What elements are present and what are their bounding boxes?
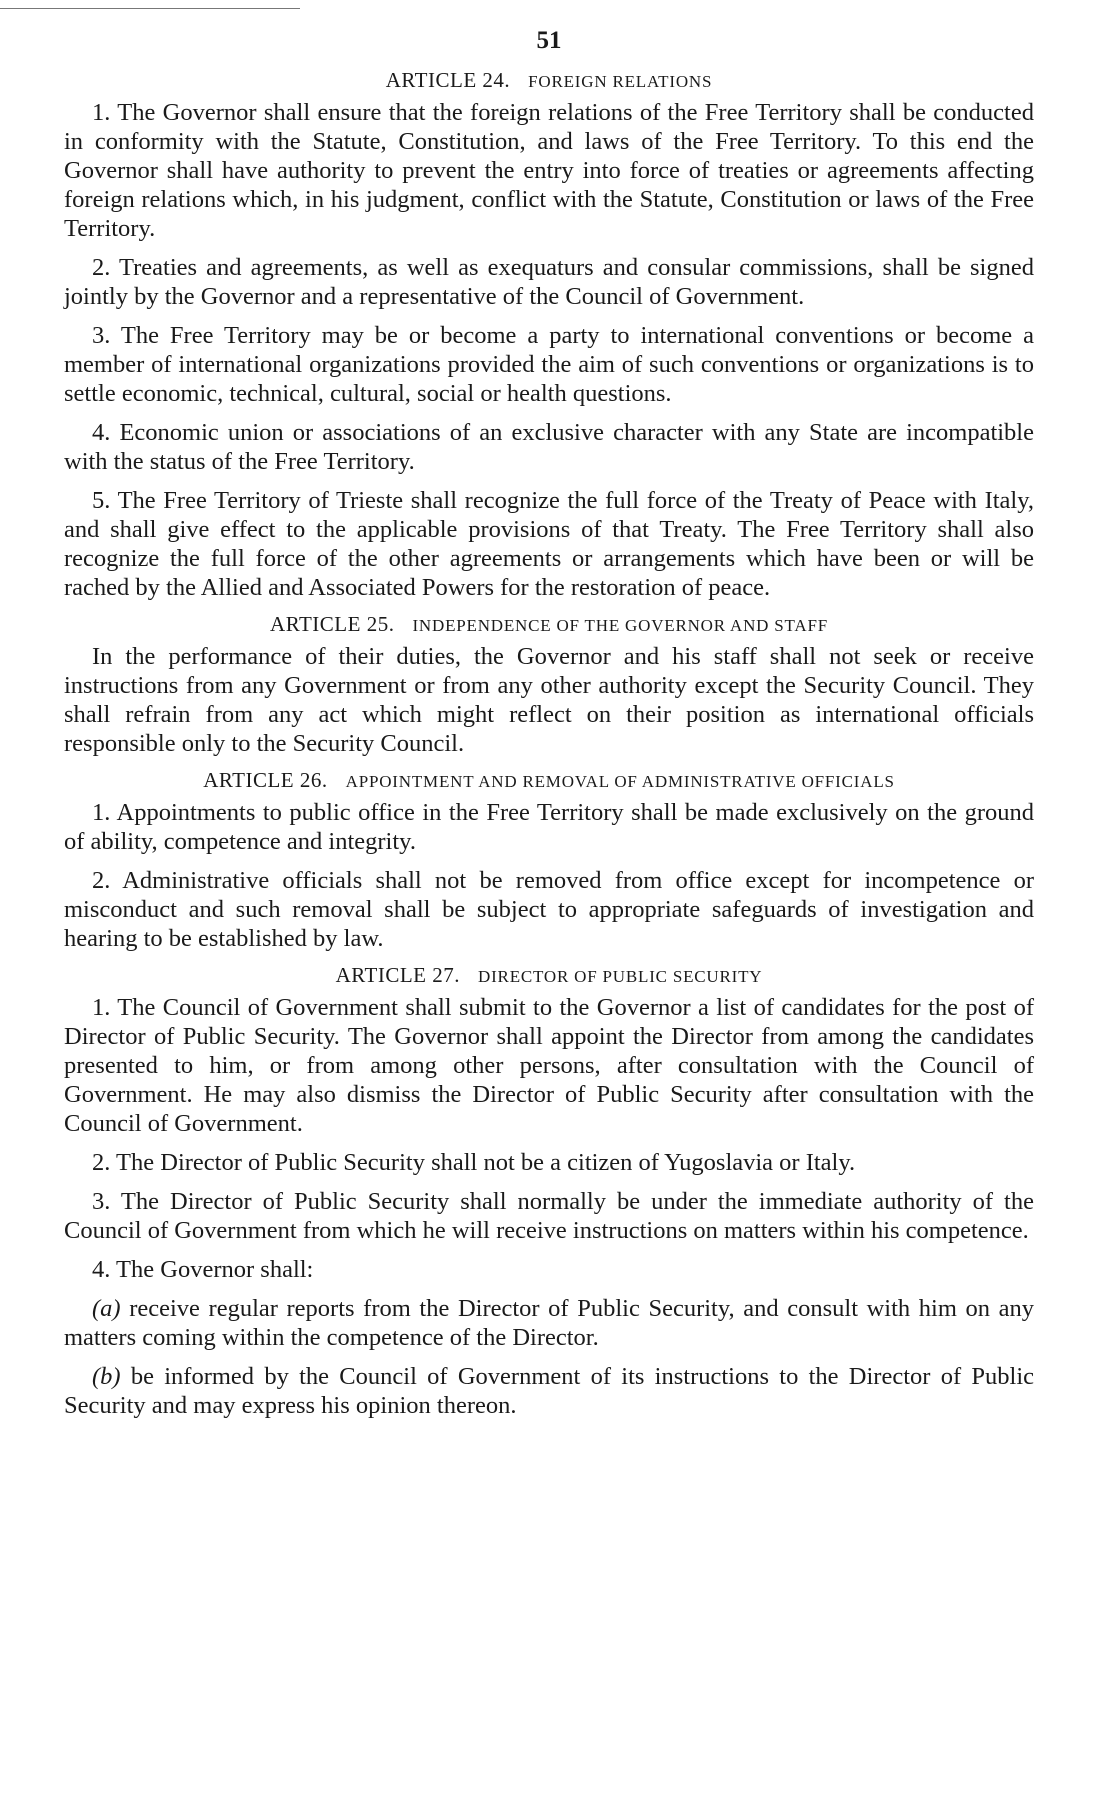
paragraph: 4. The Governor shall:: [92, 1256, 314, 1283]
article-heading: [64, 963, 1034, 989]
paragraph: 2. The Director of Public Security shall not be a citizen of Yugoslavia or Italy.: [92, 1149, 856, 1176]
article-heading: [64, 768, 1034, 794]
paragraph: 1. The Council of Government shall submit to the Governor a list of candidates for the post of Director of Public Security. The Governor shall appoint the Director from among the candidates presented to him, or from among other persons, after consultation with the Council of Government. He may also dismiss the Director of Public Security after consultation with the Council of Government.: [64, 994, 1034, 1137]
sub-item-letter: (b): [92, 1363, 121, 1390]
page-number: 51: [536, 27, 562, 54]
article-number: ARTICLE 25.: [270, 612, 395, 636]
article-number: ARTICLE 27.: [335, 963, 461, 987]
article-heading: [64, 612, 1034, 638]
paragraph: 2. Treaties and agreements, as well as exequaturs and consular commissions, shall be signed jointly by the Governor and a representative of the Council of Government.: [64, 254, 1034, 310]
sub-item: [64, 1362, 1034, 1420]
sub-item-text: be informed by the Council of Government of its instructions to the Director of Public Security and may express his opinion thereon.: [64, 1363, 1034, 1419]
paragraph: In the performance of their duties, the Governor and his staff shall not seek or receive instructions from any Government or from any other authority except the Security Council. They shall refrain from any act which might reflect on their position as international officials responsible only to the Security Council.: [64, 643, 1034, 757]
paragraph: 5. The Free Territory of Trieste shall recognize the full force of the Treaty of Peace with Italy, and shall give effect to the applicable provisions of that Treaty. The Free Territory shall also recognize the full force of the other agreements or arrangements which have been or will be rached by the Allied and Associated Powers for the restoration of peace.: [64, 487, 1034, 601]
article-27: [64, 963, 1034, 1420]
article-title: APPOINTMENT AND REMOVAL OF ADMINISTRATIVE OFFICIALS: [345, 772, 895, 791]
document-page: [64, 24, 1034, 1430]
sub-item-text: receive regular reports from the Director of Public Security, and consult with him on any matters coming within the competence of the Director.: [64, 1295, 1034, 1351]
top-rule: [0, 8, 300, 9]
paragraph: 3. The Director of Public Security shall normally be under the immediate authority of the Council of Government from which he will receive instructions on matters within his competence.: [64, 1188, 1034, 1244]
article-number: ARTICLE 24.: [385, 68, 511, 92]
article-25: [64, 612, 1034, 758]
article-24: [64, 68, 1034, 602]
paragraph: 1. Appointments to public office in the Free Territory shall be made exclusively on the ground of ability, competence and integrity.: [64, 799, 1034, 855]
sub-item: [64, 1294, 1034, 1352]
article-26: [64, 768, 1034, 953]
paragraph: 1. The Governor shall ensure that the foreign relations of the Free Territory shall be conducted in conformity with the Statute, Constitution, and laws of the Free Territory. To this end the Governor shall have authority to prevent the entry into force of treaties or agreements affecting foreign relations which, in his judgment, conflict with the Statute, Constitution or laws of the Free Territory.: [64, 99, 1034, 242]
article-number: ARTICLE 26.: [203, 768, 328, 792]
article-title: FOREIGN RELATIONS: [528, 72, 713, 91]
article-heading: [64, 68, 1034, 94]
sub-item-letter: (a): [92, 1295, 121, 1322]
article-title: INDEPENDENCE OF THE GOVERNOR AND STAFF: [412, 616, 828, 635]
paragraph: 3. The Free Territory may be or become a party to international conventions or become a member of international organizations provided the aim of such conventions or organizations is to settle economic, technical, cultural, social or health questions.: [64, 322, 1034, 407]
paragraph: 2. Administrative officials shall not be removed from office except for incompetence or misconduct and such removal shall be subject to appropriate safeguards of investigation and hearing to be established by law.: [64, 867, 1034, 952]
article-title: DIRECTOR OF PUBLIC SECURITY: [478, 967, 763, 986]
paragraph: 4. Economic union or associations of an exclusive character with any State are incompatible with the status of the Free Territory.: [64, 419, 1034, 475]
